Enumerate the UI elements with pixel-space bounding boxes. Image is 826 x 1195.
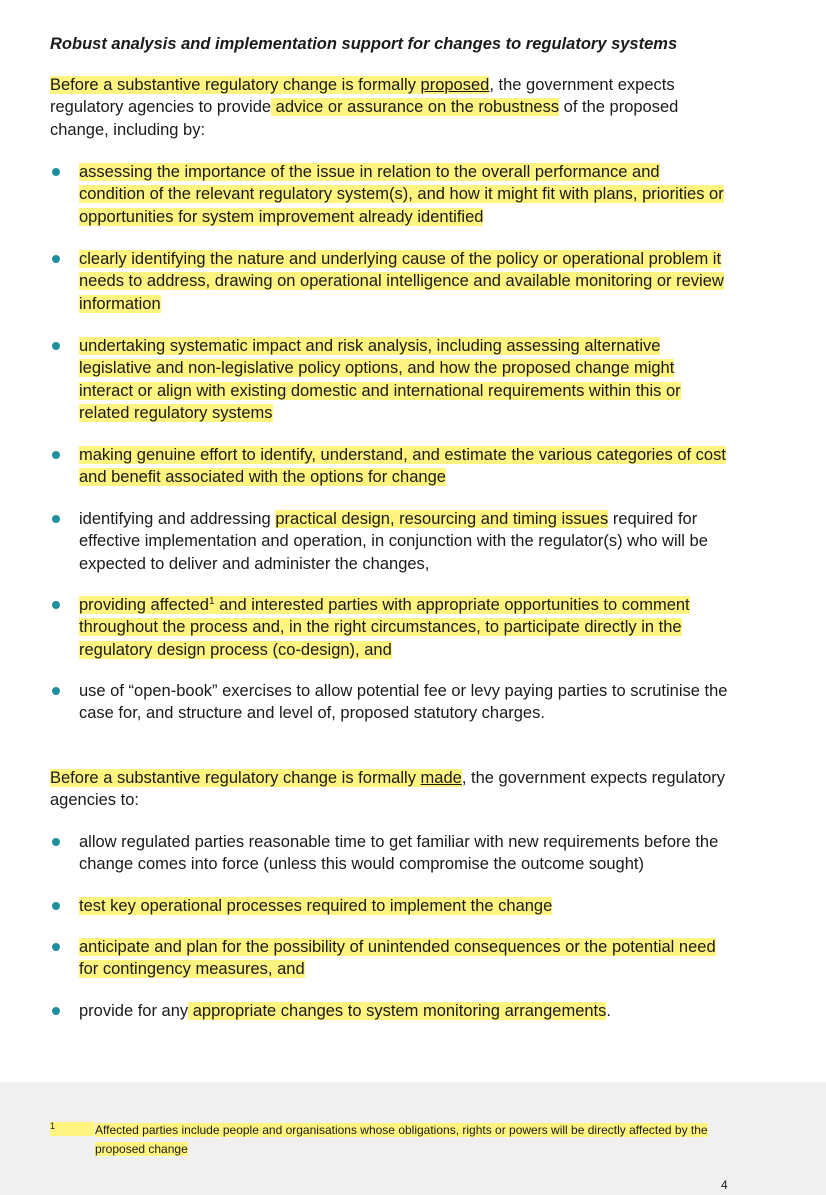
- text-line: [50, 74, 790, 96]
- highlight: related regulatory systems: [79, 403, 273, 422]
- highlight: condition of the relevant regulatory system(s), and how it might fit with plans, priorities or: [79, 185, 724, 204]
- highlight: appropriate changes to system monitoring arrangements: [188, 1002, 607, 1020]
- highlight: proposed change: [95, 1142, 188, 1156]
- list-item: [79, 831, 809, 876]
- underlined-word: proposed: [420, 76, 490, 94]
- text-line: [50, 96, 790, 118]
- text-span: and interested parties with appropriate opportunities to comment: [214, 596, 690, 614]
- highlight: interact or align with existing domestic and international requirements within this or: [79, 381, 681, 400]
- bullet-icon: [52, 255, 60, 263]
- highlight: information: [79, 294, 161, 313]
- bullet-icon: [52, 687, 60, 695]
- text-line: [50, 767, 790, 789]
- highlight: Before a substantive regulatory change is formally: [50, 76, 421, 94]
- list-item: [79, 248, 809, 315]
- list-item: [79, 594, 809, 661]
- highlight: assessing the importance of the issue in relation to the overall performance and: [79, 163, 660, 181]
- text-span: required for: [608, 510, 698, 528]
- list-item: [79, 508, 809, 575]
- bullet-icon: [52, 1007, 60, 1015]
- bullet-icon: [52, 515, 60, 523]
- intro-paragraph-made: [50, 767, 790, 812]
- highlight: [79, 596, 690, 614]
- highlight: regulatory design process (co-design), and: [79, 640, 392, 659]
- text-line: case for, and structure and level of, proposed statutory charges.: [79, 704, 545, 723]
- highlight: clearly identifying the nature and underlying cause of the policy or operational problem it: [79, 250, 722, 268]
- bullet-icon: [52, 451, 60, 459]
- bullet-icon: [52, 902, 60, 910]
- highlight: opportunities for system improvement already identified: [79, 207, 484, 226]
- footnote-text: [95, 1121, 795, 1159]
- text-span: , the government expects regulatory: [461, 769, 726, 787]
- highlight: legislative and non-legislative policy options, and how the proposed change might: [79, 359, 675, 378]
- bullet-icon: [52, 601, 60, 609]
- underlined-word: made: [420, 769, 462, 787]
- text-line: effective implementation and operation, in conjunction with the regulator(s) who will be: [79, 532, 708, 551]
- text-line: use of “open-book” exercises to allow potential fee or levy paying parties to scrutinise the: [79, 682, 728, 700]
- highlight: and benefit associated with the options for change: [79, 468, 446, 487]
- text-span: , the government expects: [489, 76, 675, 94]
- text-line: expected to deliver and administer the changes,: [79, 554, 430, 573]
- list-item: [79, 161, 809, 228]
- list-item: [79, 936, 809, 981]
- highlight: practical design, resourcing and timing issues: [275, 510, 609, 528]
- highlight: for contingency measures, and: [79, 960, 305, 979]
- intro-paragraph-proposed: [50, 74, 790, 141]
- text-span: .: [606, 1002, 611, 1020]
- highlight: Affected parties include people and organisations whose obligations, rights or powers will be directly affected by the: [95, 1123, 708, 1137]
- text-line: allow regulated parties reasonable time to get familiar with new requirements before the: [79, 833, 719, 851]
- text-span: provide for any: [79, 1002, 189, 1020]
- list-item: [79, 335, 809, 424]
- highlight: advice or assurance on the robustness: [271, 98, 560, 117]
- bullet-icon: [52, 168, 60, 176]
- page-number: 4: [721, 1178, 728, 1192]
- text-span: of the proposed: [559, 98, 679, 117]
- highlight: anticipate and plan for the possibility of unintended consequences or the potential need: [79, 938, 716, 956]
- list-item: [79, 895, 809, 917]
- highlight: needs to address, drawing on operational intelligence and available monitoring or review: [79, 272, 724, 291]
- bullet-icon: [52, 943, 60, 951]
- highlight: test key operational processes required to implement the change: [79, 897, 553, 915]
- text-span: regulatory agencies to provide: [50, 98, 272, 117]
- footnote-marker: 1: [50, 1122, 94, 1136]
- text-line: agencies to:: [50, 791, 139, 810]
- text-line: change, including by:: [50, 120, 206, 139]
- list-item: [79, 444, 809, 489]
- bullet-icon: [52, 838, 60, 846]
- bullet-icon: [52, 342, 60, 350]
- list-item: [79, 1000, 809, 1022]
- list-item: [79, 680, 809, 725]
- highlight: undertaking systematic impact and risk analysis, including assessing alternative: [79, 337, 661, 355]
- section-heading: Robust analysis and implementation support for changes to regulatory systems: [50, 35, 678, 53]
- text-line: change comes into force (unless this would compromise the outcome sought): [79, 855, 644, 874]
- text-span: providing affected: [79, 596, 209, 614]
- text-span: identifying and addressing: [79, 510, 276, 528]
- highlight: throughout the process and, in the right circumstances, to participate directly in the: [79, 618, 682, 637]
- footnote-reference: 1: [208, 596, 215, 607]
- highlight: making genuine effort to identify, understand, and estimate the various categories of cost: [79, 446, 726, 464]
- highlight: Before a substantive regulatory change is formally: [50, 769, 421, 787]
